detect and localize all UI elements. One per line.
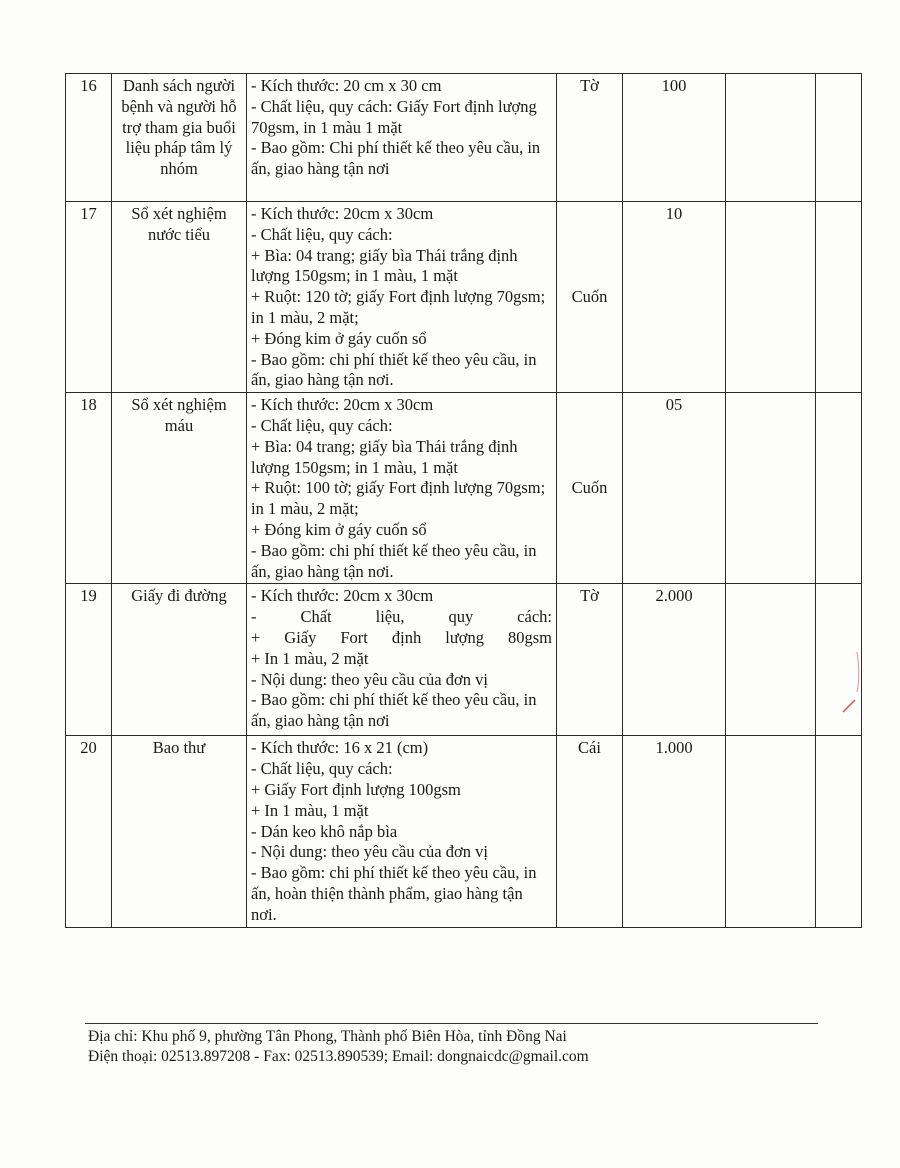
description-line: - Chất liệu, quy cách: [251,759,393,779]
description-line: - Kích thước: 20cm x 30cm [251,204,434,223]
description-line: - Chất liệu, quy cách: [251,224,393,244]
item-unit: Tờ [557,74,623,202]
item-description [247,584,557,736]
description-line: + In 1 màu, 2 mặt [251,648,369,668]
description-line: + Đóng kim ở gáy cuốn sổ [251,519,427,539]
item-total [816,202,862,393]
table-row [66,584,862,736]
item-unit: Cuốn [557,202,623,393]
item-quantity: 100 [623,74,726,202]
description-line: - Bao gồm: chi phí thiết kế theo yêu cầu, in ấn, giao hàng tận nơi. [251,540,537,581]
table-row [66,736,862,927]
item-unit-price [726,393,816,584]
item-unit: Cuốn [557,393,623,584]
description-line: - Bao gồm: Chi phí thiết kế theo yêu cầu, in ấn, giao hàng tận nơi [251,138,541,179]
item-name: Danh sách người bệnh và người hỗ trợ tham gia buổi liệu pháp tâm lý nhóm [112,74,247,202]
description-line: - Kích thước: 20cm x 30cm [251,586,434,606]
item-unit-price [726,584,816,736]
table-row [66,202,862,393]
description-line: - Kích thước: 16 x 21 (cm) [251,738,429,758]
specification-table [65,73,862,928]
item-description [247,393,557,584]
item-quantity: 10 [623,202,726,393]
item-unit-price [726,74,816,202]
description-line: + Đóng kim ở gáy cuốn sổ [251,328,427,348]
item-name: Sổ xét nghiệm máu [112,393,247,584]
item-unit-price [726,202,816,393]
description-line: + Ruột: 120 tờ; giấy Fort định lượng 70gsm; in 1 màu, 2 mặt; [251,287,546,327]
item-description [247,202,557,393]
pen-mark-icon [815,640,865,730]
description-line: - Chất liệu, quy cách: [251,415,393,435]
description-line: + Bìa: 04 trang; giấy bìa Thái trắng định lượng 150gsm; in 1 màu, 1 mặt [251,245,518,286]
description-line: + Giấy Fort định lượng 80gsm [251,627,552,647]
item-unit-price [726,736,816,927]
item-unit: Tờ [557,584,623,736]
description-line: + Bìa: 04 trang; giấy bìa Thái trắng định lượng 150gsm; in 1 màu, 1 mặt [251,436,518,477]
row-number: 17 [66,202,112,393]
description-line: - Bao gồm: chi phí thiết kế theo yêu cầu, in ấn, giao hàng tận nơi [251,690,537,731]
row-number: 20 [66,736,112,927]
footer-address: Địa chỉ: Khu phố 9, phường Tân Phong, Thành phố Biên Hòa, tỉnh Đồng Nai [88,1028,567,1045]
description-line: - Nội dung: theo yêu cầu của đơn vị [251,842,488,862]
item-quantity: 2.000 [623,584,726,736]
description-line: - Bao gồm: chi phí thiết kế theo yêu cầu, in ấn, giao hàng tận nơi. [251,349,537,390]
description-line: + Ruột: 100 tờ; giấy Fort định lượng 70gsm; in 1 màu, 2 mặt; [251,478,546,519]
item-name: Giấy đi đường [112,584,247,736]
item-name: Sổ xét nghiệm nước tiểu [112,202,247,393]
description-line: + In 1 màu, 1 mặt [251,800,369,820]
table-row [66,74,862,202]
item-total [816,74,862,202]
item-total [816,736,862,927]
row-number: 18 [66,393,112,584]
description-line: + Giấy Fort định lượng 100gsm [251,779,461,799]
footer-contact: Điện thoại: 02513.897208 - Fax: 02513.890539; Email: dongnaicdc@gmail.com [88,1048,589,1065]
item-name: Bao thư [112,736,247,927]
item-unit: Cái [557,736,623,927]
description-line: - Chất liệu, quy cách: [251,607,552,627]
table-row [66,393,862,584]
description-line: - Kích thước: 20 cm x 30 cm [251,76,442,95]
item-description [247,74,557,202]
description-line: - Bao gồm: chi phí thiết kế theo yêu cầu, in ấn, hoàn thiện thành phẩm, giao hàng tận nơi. [251,863,537,924]
description-line: - Nội dung: theo yêu cầu của đơn vị [251,669,488,689]
footer-divider [85,1023,818,1024]
description-line: - Dán keo khô nắp bìa [251,821,398,841]
row-number: 16 [66,74,112,202]
description-line: - Kích thước: 20cm x 30cm [251,395,434,415]
item-total [816,393,862,584]
item-quantity: 05 [623,393,726,584]
item-description [247,736,557,927]
table-body [66,74,862,928]
description-line: - Chất liệu, quy cách: Giấy Fort định lượng 70gsm, in 1 màu 1 mặt [251,96,537,137]
row-number: 19 [66,584,112,736]
footer [88,1027,589,1067]
item-quantity: 1.000 [623,736,726,927]
